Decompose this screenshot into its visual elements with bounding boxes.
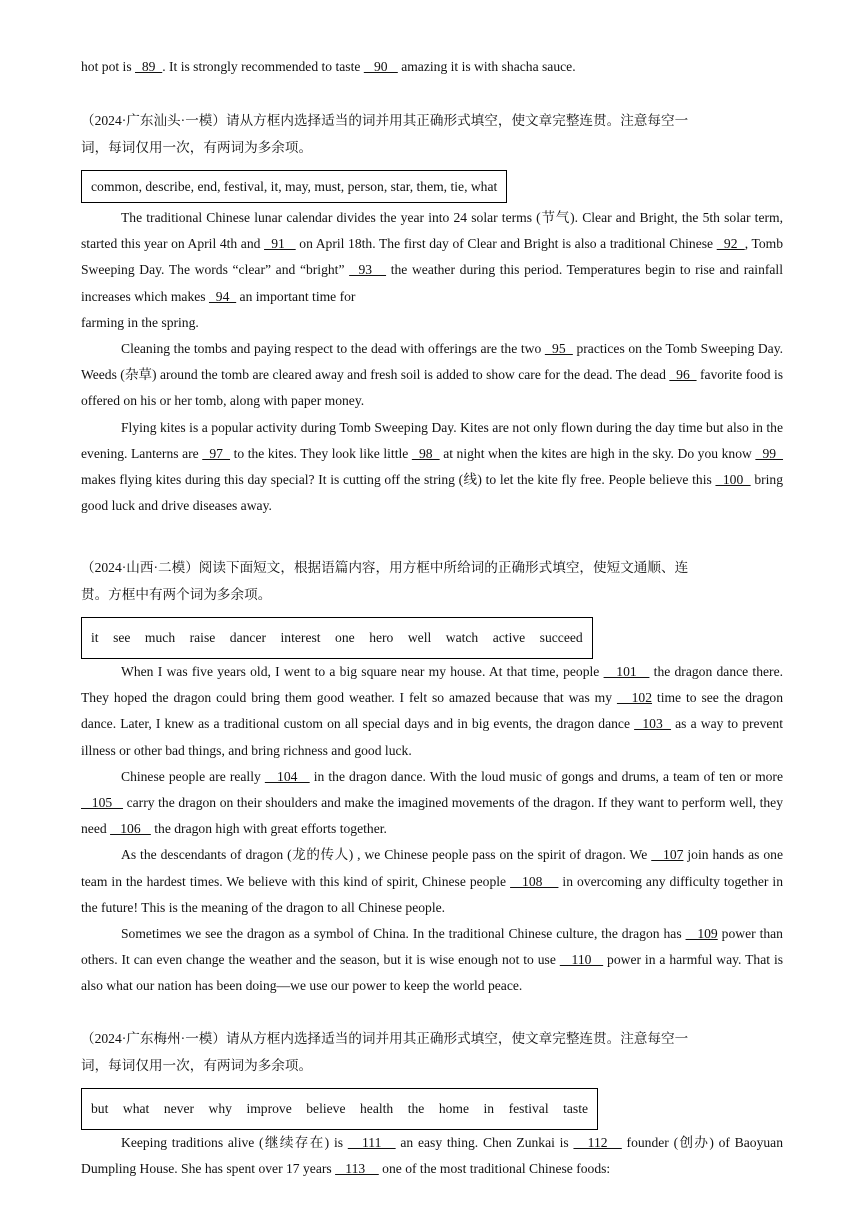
blank-105[interactable]: 105 (81, 795, 124, 811)
blank-89[interactable]: 89 (135, 59, 163, 74)
section-heading: （2024·山西·二模）阅读下面短文，根据语篇内容，用方框中所给词的正确形式填空，使短文通顺、连 贯。方框中有两个词为多余项。 (81, 560, 689, 602)
word-box: common, describe, end, festival, it, may, must, person, star, them, tie, what (81, 170, 507, 203)
blank-103[interactable]: 103 (634, 716, 672, 732)
word: festival (508, 1101, 549, 1116)
word-box-row (81, 170, 783, 203)
word: see (113, 630, 131, 645)
word: in (483, 1101, 495, 1116)
word: raise (189, 630, 216, 645)
blank-101[interactable]: 101 (603, 664, 650, 679)
passage (81, 659, 783, 1000)
word: home (438, 1101, 470, 1116)
blank-106[interactable]: 106 (110, 821, 151, 837)
blank-107[interactable]: 107 (651, 847, 684, 863)
word: well (407, 630, 432, 645)
paragraph-2: Chinese people are really 104 in the dragon dance. With the loud music of gongs and drums, a team of ten or more 105 carry the dragon on their shoulders and make the imagined movements of the dragon. If they want to perform well, they need 106 the dragon high with great efforts together. (81, 768, 784, 837)
word-box (81, 617, 593, 659)
word: but (91, 1101, 109, 1116)
word: dancer (229, 630, 267, 645)
section-shantou (81, 107, 783, 519)
paragraph-3: Flying kites is a popular activity during Tomb Sweeping Day. Kites are not only flown during the day time but also in the evening. Lanterns are 97 to the kites. They look like little 98 at night when the kites are high in the sky. Do you know 99 makes flying kites during this day special? It is cutting off the string (线) to let the kite fly free. People believe this 100 bring good luck and drive diseases away. (81, 419, 784, 514)
word: much (144, 630, 176, 645)
blank-102[interactable]: 102 (616, 690, 653, 706)
paragraph-1-tail: farming in the spring. (81, 314, 199, 330)
blank-94[interactable]: 94 (208, 288, 237, 304)
blank-99[interactable]: 99 (755, 445, 784, 461)
blank-112[interactable]: 112 (573, 1135, 622, 1150)
word: why (208, 1101, 232, 1116)
paragraph-4: Sometimes we see the dragon as a symbol of China. In the traditional Chinese culture, the dragon has 109 power than others. It can even change the weather and the season, but it is wise enough not to use 110 power in a harmful way. That is also what our nation has been doing—we use our power to keep the world peace. (81, 926, 784, 994)
paragraph-1: Keeping traditions alive (继续存在) is 111 an easy thing. Chen Zunkai is 112 founder (创办) of Baoyuan Dumpling House. She has spent over 17 years 113 one of the most traditional Chinese foods: (81, 1135, 783, 1177)
word: taste (563, 1101, 589, 1116)
word: interest (280, 630, 321, 645)
section-meizhou (81, 1025, 783, 1182)
word: hero (369, 630, 394, 645)
paragraph-1: When I was five years old, I went to a big square near my house. At that time, people 101 the dragon dance there. They hoped the dragon could bring them good weather. I felt so amazed because that was my 102 time to see the dragon dance. Later, I knew as a traditional custom on all special days and in big events, the dragon dance 103 as a way to prevent illness or other bad things, and bring richness and good luck. (81, 664, 783, 758)
word-box (81, 1088, 598, 1130)
word: one (335, 630, 355, 645)
word: active (492, 630, 526, 645)
blank-91[interactable]: 91 (264, 236, 296, 252)
word: succeed (539, 630, 583, 645)
word: believe (306, 1101, 346, 1116)
word: never (163, 1101, 195, 1116)
blank-93[interactable]: 93 (349, 262, 387, 278)
blank-110[interactable]: 110 (559, 952, 604, 968)
word: what (122, 1101, 150, 1116)
word: it (91, 630, 99, 645)
word-box-row (81, 617, 783, 659)
blank-113[interactable]: 113 (335, 1161, 379, 1177)
passage (81, 1130, 783, 1182)
blank-108[interactable]: 108 (510, 873, 559, 889)
passage (81, 205, 783, 519)
word: improve (246, 1101, 292, 1116)
section-heading: （2024·广东汕头·一模）请从方框内选择适当的词并用其正确形式填空，使文章完整连贯。注意每空一 词，每词仅用一次，有两词为多余项。 (81, 113, 689, 155)
blank-98[interactable]: 98 (411, 445, 440, 461)
blank-109[interactable]: 109 (685, 926, 718, 942)
word: the (407, 1101, 425, 1116)
word: health (360, 1101, 394, 1116)
blank-100[interactable]: 100 (715, 472, 751, 488)
blank-111[interactable]: 111 (347, 1135, 396, 1150)
blank-104[interactable]: 104 (264, 768, 310, 784)
paragraph-3: As the descendants of dragon (龙的传人) , we Chinese people pass on the spirit of dragon. We 107 join hands as one team in the hardest times. We believe with this kind of spirit, Chinese people 108 in overcoming any difficulty together in the future! This is the meaning of the dragon to all Chinese people. (81, 847, 783, 915)
blank-97[interactable]: 97 (202, 445, 231, 461)
section-shanxi (81, 554, 783, 1000)
paragraph-2: Cleaning the tombs and paying respect to the dead with offerings are the two 95 practices on the Tomb Sweeping Day. Weeds (杂草) around the tomb are cleared away and fresh soil is added to show care for the dead. The dead 96 favorite food is offered on his or her tomb, along with paper money. (81, 341, 784, 409)
blank-92[interactable]: 92 (716, 236, 745, 252)
top-line: hot pot is 89 . It is strongly recommended to taste 90 amazing it is with shacha sauce. (81, 59, 576, 74)
blank-90[interactable]: 90 (363, 59, 398, 74)
blank-95[interactable]: 95 (544, 341, 573, 357)
section-heading: （2024·广东梅州·一模）请从方框内选择适当的词并用其正确形式填空，使文章完整连贯。注意每空一 词，每词仅用一次，有两词为多余项。 (81, 1031, 689, 1073)
blank-96[interactable]: 96 (669, 367, 697, 383)
word: watch (445, 630, 479, 645)
word-box-row (81, 1088, 783, 1130)
paragraph-1: The traditional Chinese lunar calendar divides the year into 24 solar terms (节气). Clear and Bright, the 5th solar term, started this year on April 4th and 91 on April 18th. The first day of Clear and Bright is also a traditional Chinese 92 , Tomb Sweeping Day. The words “clear” and “bright” 93 the weather during this period. Temperatures begin to rise and rainfall increases which makes 94 an important time for (81, 210, 784, 304)
